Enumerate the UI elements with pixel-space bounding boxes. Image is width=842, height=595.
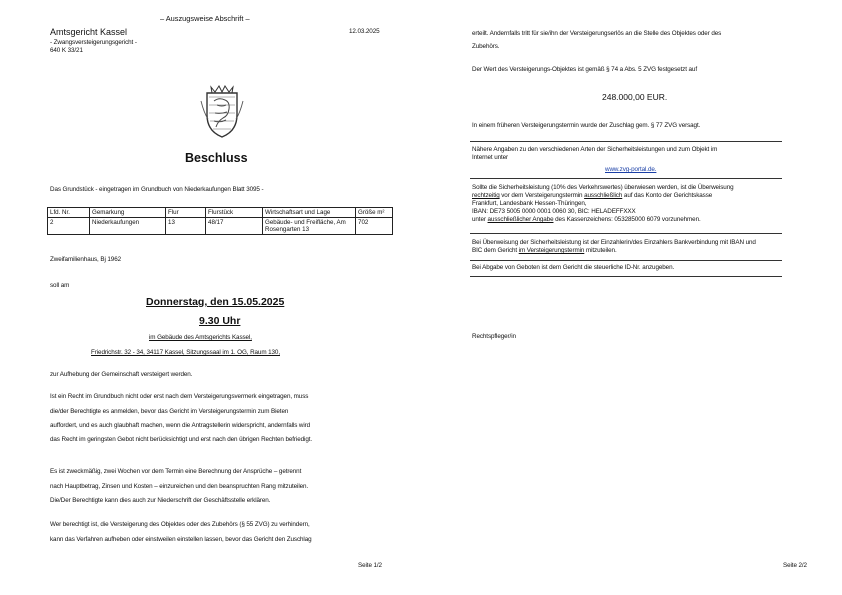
court-subtitle: - Zwangsversteigerungsgericht - — [50, 39, 137, 46]
text-span: mitzuteilen. — [584, 247, 617, 254]
page-right — [421, 0, 842, 595]
section-divider — [470, 233, 782, 234]
document-date: 12.03.2025 — [349, 28, 380, 35]
emphasis-termin: im Versteigerungstermin — [518, 247, 585, 254]
transfer-reference-line — [472, 216, 701, 224]
property-description: Zweifamilienhaus, Bj 1962 — [50, 256, 122, 263]
table-header-cell: Flur — [166, 208, 206, 218]
document-header-title: – Auszugsweise Abschrift – — [160, 14, 250, 23]
table-header-cell: Größe m² — [356, 208, 393, 218]
table-cell: 2 — [48, 218, 90, 235]
paragraph-line: Sollte die Sicherheitsleistung (10% des Verkehrswertes) überwiesen werden, ist die Überweisung — [472, 184, 734, 191]
table-cell: Gebäude- und Freifläche, Am Rosengarten 13 — [263, 218, 356, 235]
bank-details: IBAN: DE73 5005 0000 0001 0060 30, BIC: HELADEFFXXX — [472, 208, 636, 215]
transfer-line — [472, 192, 712, 200]
paragraph-line: kann das Verfahren aufheben oder einstweilen einstellen lassen, bevor das Gericht den Zuschlag — [50, 536, 312, 543]
paragraph-line: auffordert, und es auch glaubhaft machen, wenn die Antragstellerin widerspricht, andernfalls wird — [50, 422, 311, 429]
section-divider — [470, 260, 782, 261]
value-statement: Der Wert des Versteigerungs-Objektes ist gemäß § 74 a Abs. 5 ZVG festgesetzt auf — [472, 66, 697, 73]
table-header-cell: Lfd. Nr. — [48, 208, 90, 218]
paragraph-line: Frankfurt, Landesbank Hessen-Thüringen, — [472, 200, 587, 207]
paragraph-line: erteilt. Andernfalls tritt für sie/ihn der Versteigerungserlös an die Stelle des Objektes oder des — [472, 30, 722, 37]
table-cell: 702 — [356, 218, 393, 235]
emphasis-rechtzeitig: rechtzeitig — [472, 192, 500, 199]
paragraph-line: Ist ein Recht im Grundbuch nicht oder erst nach dem Versteigerungsvermerk eingetragen, muss — [50, 393, 309, 400]
paragraph-line: die/der Berechtigte es anmelden, bevor das Gericht im Versteigerungstermin zum Bieten — [50, 408, 289, 415]
zvg-portal-link[interactable]: www.zvg-portal.de. — [605, 166, 657, 173]
paragraph-line: nach Hauptbetrag, Zinsen und Kosten – einzureichen und den beanspruchten Rang mitzuteilen. — [50, 483, 309, 490]
court-name: Amtsgericht Kassel — [50, 27, 128, 37]
page-number: Seite 1/2 — [358, 562, 382, 569]
coat-of-arms-emblem — [199, 83, 245, 139]
document-heading: Beschluss — [185, 151, 248, 165]
paragraph-line: das Recht im geringsten Gebot nicht berücksichtigt und erst nach den übrigen Rechten befriedigt. — [50, 436, 313, 443]
paragraph-line: Nähere Angaben zu den verschiedenen Arten der Sicherheitsleistungen und zum Objekt im — [472, 146, 718, 153]
property-table — [47, 207, 393, 235]
tax-id-note: Bei Abgabe von Geboten ist dem Gericht die steuerliche ID-Nr. anzugeben. — [472, 264, 675, 271]
table-header-row — [48, 208, 393, 218]
section-divider — [470, 178, 782, 179]
auction-time: 9.30 Uhr — [199, 315, 241, 327]
auction-date: Donnerstag, den 15.05.2025 — [146, 296, 285, 308]
proof-line — [472, 247, 617, 255]
text-span: unter — [472, 216, 488, 223]
prior-auction-note: In einem früheren Versteigerungstermin wurde der Zuschlag gem. § 77 ZVG versagt. — [472, 122, 701, 129]
table-cell: 13 — [166, 218, 206, 235]
table-header-cell: Wirtschaftsart und Lage — [263, 208, 356, 218]
text-span: vor dem Versteigerungstermin — [499, 192, 585, 199]
page-number: Seite 2/2 — [783, 562, 807, 569]
emphasis-angabe: ausschließlicher Angabe — [487, 216, 554, 223]
file-number: 640 K 33/21 — [50, 47, 83, 54]
table-cell: Niederkaufungen — [90, 218, 166, 235]
paragraph-line: Zubehörs. — [472, 43, 500, 50]
auction-location-building: im Gebäude des Amtsgerichts Kassel, — [149, 334, 252, 341]
text-span: BIC dem Gericht — [472, 247, 519, 254]
table-cell: 48/17 — [206, 218, 263, 235]
signature-role: Rechtspfleger/in — [472, 333, 516, 340]
text-span: auf das Konto der Gerichtskasse — [622, 192, 713, 199]
paragraph-line: Bei Überweisung der Sicherheitsleistung ist der Einzahlerin/des Einzahlers Bankverbindung mit IBAN und — [472, 239, 756, 246]
table-row — [48, 218, 393, 235]
paragraph-line: Die/Der Berechtigte kann dies auch zur Niederschrift der Geschäftsstelle erklären. — [50, 497, 271, 504]
auction-location-address: Friedrichstr. 32 - 34, 34117 Kassel, Sitzungssaal im 1. OG, Raum 130, — [91, 349, 280, 356]
auction-purpose: zur Aufhebung der Gemeinschaft versteigert werden. — [50, 371, 193, 378]
property-intro: Das Grundstück - eingetragen im Grundbuch von Niederkaufungen Blatt 3095 - — [50, 186, 264, 193]
text-span: des Kassenzeichens: 053285000 6079 vorzunehmen. — [553, 216, 701, 223]
table-header-cell: Gemarkung — [90, 208, 166, 218]
table-header-cell: Flurstück — [206, 208, 263, 218]
paragraph-line: Es ist zweckmäßig, zwei Wochen vor dem Termin eine Berechnung der Ansprüche – getrennt — [50, 468, 302, 475]
emphasis-ausschliesslich: ausschließlich — [584, 192, 623, 199]
soll-am-text: soll am — [50, 282, 70, 289]
paragraph-line: Internet unter — [472, 154, 509, 161]
paragraph-line: Wer berechtigt ist, die Versteigerung des Objektes oder des Zubehörs (§ 55 ZVG) zu verhindern, — [50, 521, 310, 528]
property-value: 248.000,00 EUR. — [602, 92, 668, 102]
